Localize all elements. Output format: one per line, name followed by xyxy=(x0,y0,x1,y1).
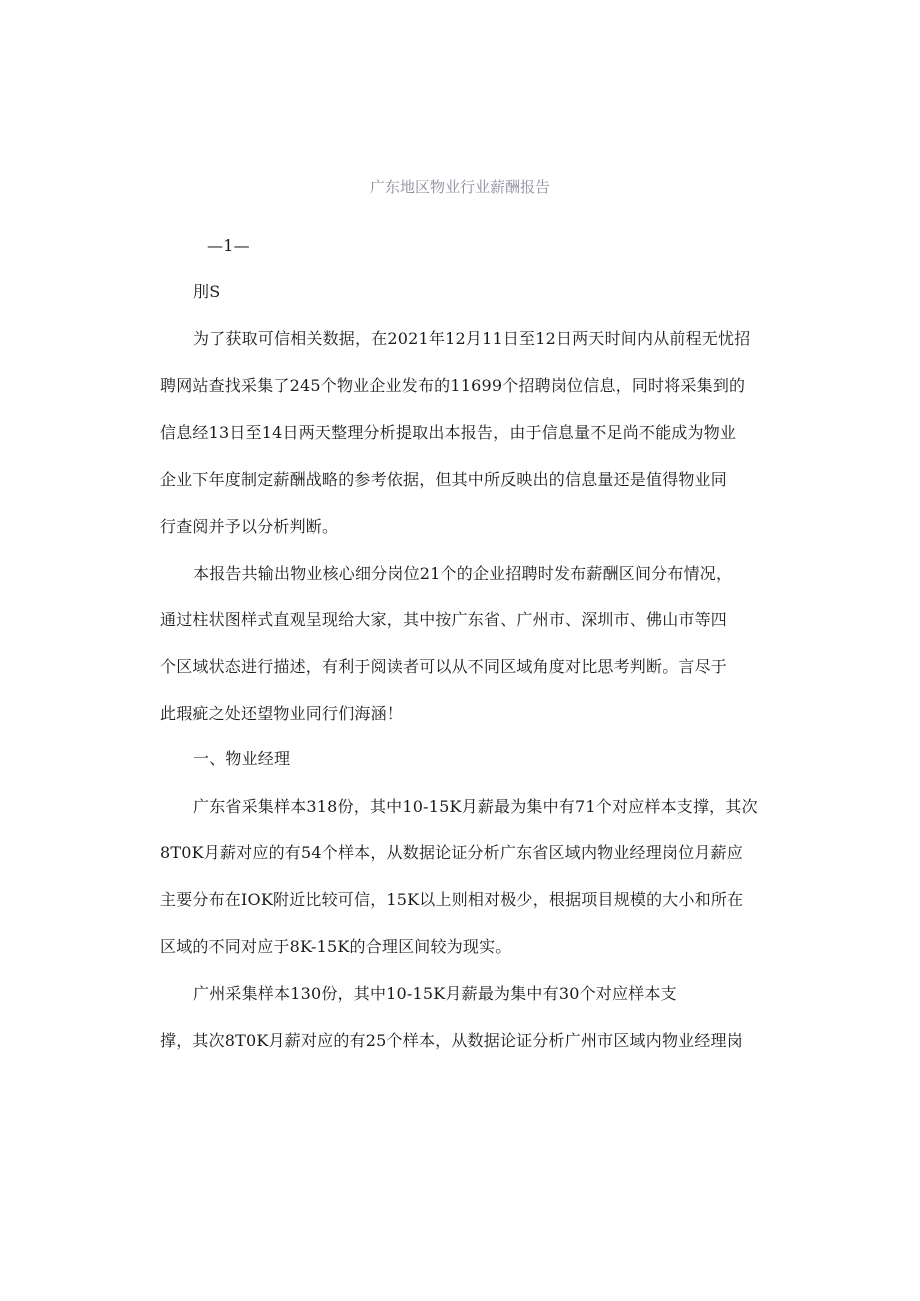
paragraph-1-line-2: 聘网站查找采集了245个物业企业发布的11699个招聘岗位信息，同时将采集到的 xyxy=(160,376,746,395)
paragraph-2-line-1: 本报告共输出物业核心细分岗位21个的企业招聘时发布薪酬区间分布情况， xyxy=(193,564,733,583)
section-paragraph-1-line-1: 广东省采集样本318份，其中10-15K月薪最为集中有71个对应样本支撑，其次 xyxy=(193,797,758,816)
section-paragraph-2-line-2: 撑，其次8T0K月薪对应的有25个样本，从数据论证分析广州市区域内物业经理岗 xyxy=(160,1031,743,1050)
paragraph-2-line-2: 通过柱状图样式直观呈现给大家，其中按广东省、广州市、深圳市、佛山市等四 xyxy=(160,610,728,629)
document-title: 广东地区物业行业薪酬报告 xyxy=(369,178,550,196)
section-paragraph-1-line-2: 8T0K月薪对应的有54个样本，从数据论证分析广东省区域内物业经理岗位月薪应 xyxy=(160,843,743,862)
paragraph-1-line-5: 行查阅并予以分析判断。 xyxy=(160,517,339,536)
paragraph-2-line-4: 此瑕疵之处还望物业同行们海涵！ xyxy=(160,704,404,723)
section-paragraph-1-line-3: 主要分布在IOK附近比较可信，15K以上则相对极少，根据项目规模的大小和所在 xyxy=(160,890,744,909)
paragraph-1-line-4: 企业下年度制定薪酬战略的参考依据，但其中所反映出的信息量还是值得物业同 xyxy=(160,470,728,489)
paragraph-2-line-3: 个区域状态进行描述，有利于阅读者可以从不同区域角度对比思考判断。言尽于 xyxy=(160,657,728,676)
section-paragraph-1-line-4: 区域的不同对应于8K-15K的合理区间较为现实。 xyxy=(160,937,512,956)
page-marker: —1— xyxy=(207,236,250,255)
section-paragraph-2-line-1: 广州采集样本130份，其中10-15K月薪最为集中有30个对应样本支 xyxy=(193,984,677,1003)
paragraph-1-line-1: 为了获取可信相关数据，在2021年12月11日至12日两天时间内从前程无忧招 xyxy=(193,329,751,348)
paragraph-1-line-3: 信息经13日至14日两天整理分析提取出本报告，由于信息量不足尚不能成为物业 xyxy=(160,423,737,442)
section-heading: 一、物业经理 xyxy=(193,749,291,768)
preface-heading: 刖S xyxy=(193,282,221,301)
